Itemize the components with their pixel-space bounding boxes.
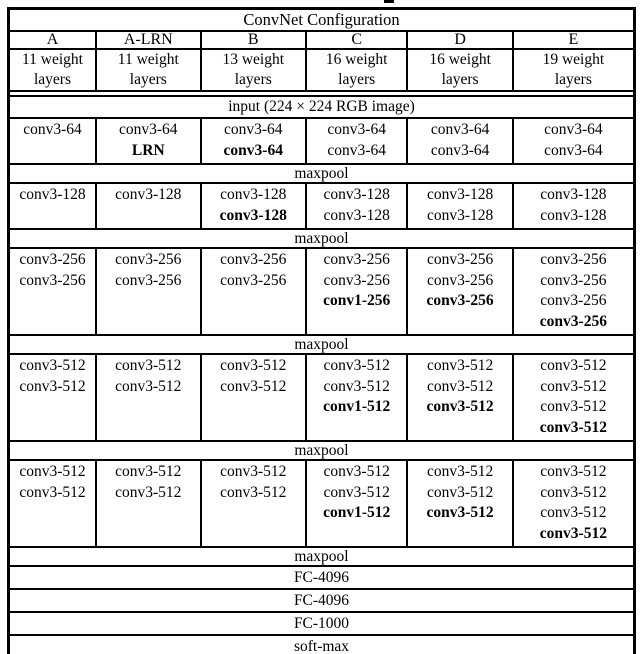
column-header-c: C [306, 31, 408, 49]
config-cell-b-block5 [201, 460, 306, 547]
config-cell-c-block5 [306, 460, 408, 547]
desc-line: layers [234, 71, 272, 88]
config-cell-c-block1 [306, 118, 408, 164]
config-cell-e-block1 [513, 118, 633, 164]
softmax-row [10, 635, 633, 654]
layer-entry: conv3-512 [323, 483, 390, 501]
desc-line: 19 weight [542, 51, 605, 68]
layer-entry: conv3-512 [19, 377, 86, 395]
config-cell-d-block4 [407, 354, 512, 441]
config-cell-a-lrn-block4 [96, 354, 201, 441]
conv-block-row-1 [10, 118, 633, 164]
config-cell-a-block2 [10, 183, 96, 229]
layer-entry: conv3-256 [540, 251, 607, 268]
layer-entry: conv3-64 [23, 121, 82, 138]
weight-layers-row [10, 49, 633, 91]
config-cell-d-block2 [407, 183, 512, 229]
config-cell-d-block3 [407, 248, 512, 335]
config-cell-b-block4 [201, 354, 306, 441]
config-cell-c-block4 [306, 354, 408, 441]
config-cell-a-block3 [10, 248, 96, 335]
config-cell-a-block1 [10, 118, 96, 164]
config-cell-a-block5 [10, 460, 96, 547]
column-desc-a-lrn [96, 49, 201, 91]
header-table [10, 10, 633, 92]
input-section [10, 96, 633, 118]
layer-entry: conv3-512 [19, 463, 86, 480]
layer-entry: conv3-512 [426, 504, 494, 521]
column-letters-row [10, 31, 633, 49]
layer-entry: conv1-512 [323, 398, 391, 415]
desc-line: 11 weight [21, 51, 83, 68]
config-cell-c-block2 [306, 183, 408, 229]
layer-entry: conv3-512 [426, 357, 494, 374]
layer-entry: conv3-256 [323, 251, 390, 268]
maxpool-row-2 [10, 229, 633, 248]
layer-entry: conv3-512 [220, 483, 287, 501]
layer-entry: conv3-256 [19, 251, 86, 268]
layer-entry: conv3-512 [220, 463, 287, 480]
desc-line: layers [33, 71, 71, 88]
fc-row-2 [10, 589, 633, 612]
maxpool-row-3 [10, 335, 633, 354]
conv-block-row-4 [10, 354, 633, 441]
input-label: input (224 × 224 RGB image) [10, 96, 633, 118]
layer-entry: conv3-256 [426, 251, 494, 268]
column-desc-a [10, 49, 96, 91]
layer-entry: conv3-128 [220, 186, 287, 203]
layer-entry: conv3-512 [19, 357, 86, 374]
config-cell-e-block5 [513, 460, 633, 547]
layer-entry: conv3-512 [540, 483, 607, 501]
config-cell-c-block3 [306, 248, 408, 335]
fc-4096-label-1: FC-4096 [10, 566, 633, 589]
body-table [10, 95, 633, 654]
desc-line: layers [554, 71, 592, 88]
layer-entry: conv3-512 [115, 483, 182, 501]
fc-1000-label: FC-1000 [10, 612, 633, 635]
layer-entry: conv3-512 [540, 357, 607, 374]
layer-entry: conv3-256 [540, 271, 607, 289]
layer-entry: conv3-512 [19, 483, 86, 501]
layer-entry: conv3-256 [539, 312, 607, 330]
config-cell-a-lrn-block2 [96, 183, 201, 229]
config-cell-d-block1 [407, 118, 512, 164]
column-header-d: D [407, 31, 512, 49]
layer-entry: conv3-256 [220, 251, 287, 268]
config-cell-a-block4 [10, 354, 96, 441]
config-cell-e-block3 [513, 248, 633, 335]
config-cell-b-block2 [201, 183, 306, 229]
conv-block-row-3 [10, 248, 633, 335]
layer-entry: conv1-512 [323, 504, 391, 521]
desc-line: 13 weight [222, 51, 285, 68]
convnet-configuration-table [7, 7, 636, 654]
maxpool-label: maxpool [10, 164, 633, 183]
maxpool-label: maxpool [10, 441, 633, 460]
layer-entry: conv3-64 [327, 141, 386, 159]
layer-entry: conv3-512 [540, 504, 607, 521]
layer-entry: conv3-512 [323, 357, 390, 374]
fc-row-1 [10, 566, 633, 589]
column-desc-b [201, 49, 306, 91]
layer-entry: conv3-64 [544, 141, 603, 159]
layer-entry: conv3-512 [220, 377, 287, 395]
desc-line: 16 weight [325, 51, 388, 68]
config-cell-a-lrn-block3 [96, 248, 201, 335]
cropped-text-artifact [384, 0, 394, 3]
config-cell-e-block4 [513, 354, 633, 441]
fc-row-3 [10, 612, 633, 635]
layer-entry: conv3-256 [323, 271, 390, 289]
layer-entry: conv3-512 [540, 463, 607, 480]
maxpool-row-4 [10, 441, 633, 460]
softmax-label: soft-max [10, 635, 633, 654]
maxpool-label: maxpool [10, 229, 633, 248]
layer-entry: conv1-256 [323, 292, 391, 309]
layer-entry: conv3-64 [430, 121, 490, 138]
column-header-e: E [513, 31, 633, 49]
config-cell-b-block1 [201, 118, 306, 164]
layer-entry: conv3-128 [115, 186, 182, 203]
conv-block-row-5 [10, 460, 633, 547]
config-cell-a-lrn-block5 [96, 460, 201, 547]
layer-entry: conv3-512 [220, 357, 287, 374]
maxpool-row-1 [10, 164, 633, 183]
conv-blocks [10, 118, 633, 566]
layer-entry: conv3-128 [219, 206, 287, 224]
layer-entry: conv3-512 [426, 377, 494, 395]
column-desc-e [513, 49, 633, 91]
column-header-a-lrn: A-LRN [96, 31, 201, 49]
layer-entry: conv3-256 [19, 271, 86, 289]
layer-entry: conv3-64 [430, 141, 490, 159]
desc-line: layers [129, 71, 167, 88]
layer-entry: conv3-64 [544, 121, 603, 138]
layer-entry: LRN [131, 141, 165, 159]
layer-entry: conv3-512 [539, 418, 607, 436]
layer-entry: conv3-512 [323, 463, 390, 480]
desc-line: 11 weight [117, 51, 179, 68]
desc-line: layers [338, 71, 376, 88]
layer-entry: conv3-512 [323, 377, 390, 395]
layer-entry: conv3-256 [220, 271, 287, 289]
maxpool-row-5 [10, 547, 633, 566]
fc-4096-label-2: FC-4096 [10, 589, 633, 612]
maxpool-label: maxpool [10, 335, 633, 354]
layer-entry: conv3-256 [426, 271, 494, 289]
layer-entry: conv3-512 [426, 463, 494, 480]
conv-block-row-2 [10, 183, 633, 229]
layer-entry: conv3-128 [540, 186, 607, 203]
column-desc-d [407, 49, 512, 91]
layer-entry: conv3-512 [115, 357, 182, 374]
layer-entry: conv3-512 [115, 377, 182, 395]
config-cell-a-lrn-block1 [96, 118, 201, 164]
layer-entry: conv3-64 [327, 121, 386, 138]
config-cell-e-block2 [513, 183, 633, 229]
layer-entry: conv3-512 [540, 398, 607, 415]
desc-line: 16 weight [429, 51, 491, 68]
maxpool-label: maxpool [10, 547, 633, 566]
title-row [10, 10, 633, 31]
layer-entry: conv3-256 [115, 271, 182, 289]
layer-entry: conv3-64 [119, 121, 178, 138]
layer-entry: conv3-128 [426, 206, 494, 224]
layer-entry: conv3-64 [223, 121, 283, 138]
column-header-b: B [201, 31, 306, 49]
layer-entry: conv3-256 [115, 251, 182, 268]
layer-entry: conv3-128 [426, 186, 494, 203]
layer-entry: conv3-512 [426, 398, 494, 415]
layer-entry: conv3-512 [426, 483, 494, 501]
table-title: ConvNet Configuration [10, 10, 633, 31]
tail-section [10, 566, 633, 654]
layer-entry: conv3-128 [19, 186, 86, 203]
layer-entry: conv3-512 [539, 524, 607, 542]
config-cell-b-block3 [201, 248, 306, 335]
layer-entry: conv3-128 [323, 186, 390, 203]
input-row [10, 96, 633, 118]
layer-entry: conv3-256 [426, 292, 494, 309]
layer-entry: conv3-128 [323, 206, 390, 224]
config-cell-d-block5 [407, 460, 512, 547]
layer-entry: conv3-512 [115, 463, 182, 480]
layer-entry: conv3-256 [540, 292, 607, 309]
column-desc-c [306, 49, 408, 91]
layer-entry: conv3-128 [540, 206, 607, 224]
layer-entry: conv3-64 [223, 141, 283, 159]
desc-line: layers [441, 71, 479, 88]
layer-entry: conv3-512 [540, 377, 607, 395]
column-header-a: A [10, 31, 96, 49]
